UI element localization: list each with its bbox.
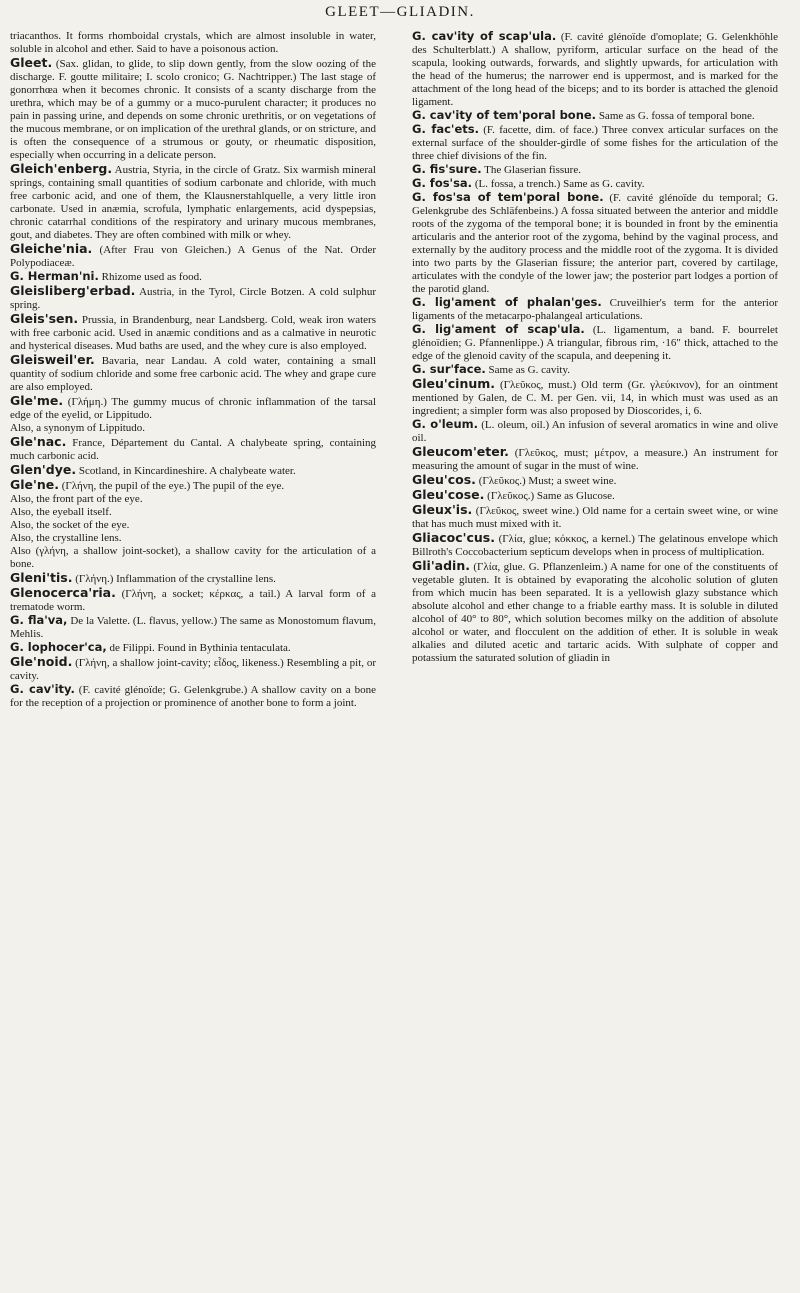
entry-definition: (F. cavité glénoïde d'omoplate; G. Gelenkhöhle des Schulterblatt.) A shallow, pyriform, articular surface on the head of the scapula, looking outwards, forwards, and slightly upwards, for articulation with the head of the humerus; the narrower end is uppermost, and is marked for the attachment of the long head of the biceps; and to its border is attached the glenoid ligament. — [412, 31, 779, 108]
entry-definition: (Γλεῦκος, sweet wine.) Old name for a certain sweet wine, or wine that has much must mixed with it. — [412, 505, 778, 530]
entry-headword: Gleu'cose. — [412, 487, 485, 502]
dictionary-entry — [10, 532, 376, 545]
entry-headword: G. lig'ament of scap'ula. — [412, 322, 585, 336]
entry-definition: de Filippi. Found in Bythinia tentaculata. — [109, 642, 291, 654]
entry-definition: Also, the socket of the eye. — [10, 519, 130, 531]
entry-headword: Gle'nac. — [10, 434, 67, 449]
entry-definition: (Γλήνη.) Inflammation of the crystalline lens. — [75, 573, 276, 585]
dictionary-entry — [10, 586, 376, 614]
left-column — [10, 30, 376, 710]
entry-definition: (After Frau von Gleichen.) A Genus of the Nat. Order Polypodiaceæ. — [10, 244, 377, 269]
dictionary-entry — [10, 478, 376, 493]
entry-headword: Gleu'cinum. — [412, 376, 496, 391]
dictionary-entry — [10, 683, 376, 710]
entry-definition: (Sax. glidan, to glide, to slip down gently, from the slow oozing of the discharge. F. goutte militaire; I. scolo cronico; G. Nachtripper.) The last stage of gonorrhœa when it becomes chronic. It consists of a scanty discharge from the urethra, which may be of a gummy or a muco-purulent character; it produces no pain in passing urine, and depends on some chronic urethritis, or on vegetations of the mucous membrane, or on implication of the urethral glands, or on stricture, and is often the consequence of a strumous or gouty, or rheumatic disposition, especially when occurring in a delicate person. — [10, 58, 376, 161]
dictionary-entry — [412, 418, 778, 445]
dictionary-entry — [10, 614, 376, 641]
entry-headword: Gleiche'nia. — [10, 241, 93, 256]
entry-definition: De la Valette. (L. flavus, yellow.) The same as Monostomum flavum, Mehlis. — [10, 615, 376, 640]
entry-definition: (L. oleum, oil.) An infusion of several aromatics in wine and olive oil. — [412, 419, 778, 444]
entry-headword: Gleet. — [10, 55, 53, 70]
entry-definition: The Glaserian fissure. — [484, 164, 581, 176]
dictionary-entry — [10, 394, 376, 422]
dictionary-entry — [412, 503, 778, 531]
entry-definition: triacanthos. It forms rhomboidal crystals, which are almost insoluble in water, soluble in alcohol and ether. Said to have a poisonous action. — [10, 30, 376, 55]
dictionary-entry — [412, 559, 778, 665]
dictionary-entry — [10, 571, 376, 586]
entry-definition: (Γλεῦκος.) Must; a sweet wine. — [478, 475, 617, 487]
entry-definition: Prussia, in Brandenburg, near Landsberg. Cold, weak iron waters with free carbonic acid. Used in anæmic conditions and as a calmative in neurotic and hysterical diseases. Mud baths are used, and the whey cure is also employed. — [10, 314, 376, 352]
entry-headword: Gleu'cos. — [412, 472, 476, 487]
entry-headword: Gleucom'eter. — [412, 444, 509, 459]
dictionary-entry — [10, 506, 376, 519]
entry-headword: G. fis'sure. — [412, 162, 482, 176]
entry-definition: (Γλία, glue. G. Pflanzenleim.) A name for one of the constituents of vegetable gluten. It is obtained by evaporating the alcoholic solution of gluten from which mucin has been separated. It is a yellowish glazy substance which absolute alcohol and ether change to a friable earthy mass. It is soluble in diluted alcohol of 40° to 80°, which solution becomes milky on the addition of absolute alcohol or water, and flocculent on the addition of ether. It is soluble in weak alkalies and diluted acetic and tartaric acids. With sulphate of copper and potassium the saturated solution of gliadin in — [412, 561, 779, 664]
entry-definition: Also, the eyeball itself. — [10, 506, 112, 518]
dictionary-entry — [10, 641, 376, 655]
entry-definition: Austria, in the Tyrol, Circle Botzen. A cold sulphur spring. — [10, 286, 376, 311]
entry-definition: (Γλήμη.) The gummy mucus of chronic inflammation of the tarsal edge of the eyelid, or Lippitudo. — [10, 396, 377, 421]
dictionary-entry — [412, 123, 778, 163]
dictionary-entry — [412, 163, 778, 177]
entry-definition: Also, the front part of the eye. — [10, 493, 143, 505]
entry-headword: Gleni'tis. — [10, 570, 73, 585]
dictionary-entry — [10, 545, 376, 571]
dictionary-entry — [10, 270, 376, 284]
entry-headword: Glen'dye. — [10, 462, 77, 477]
entry-headword: Gle'ne. — [10, 477, 59, 492]
entry-headword: G. lophocer'ca, — [10, 640, 107, 654]
entry-headword: Gliacoc'cus. — [412, 530, 495, 545]
entry-definition: Bavaria, near Landau. A cold water, containing a small quantity of sodium chloride and some free carbonic acid. The whey and grape cure are also employed. — [10, 355, 377, 393]
entry-definition: Also (γλήνη, a shallow joint-socket), a shallow cavity for the articulation of a bone. — [10, 545, 376, 570]
entry-headword: Gleich'enberg. — [10, 161, 113, 176]
entry-definition: (Γλία, glue; κόκκος, a kernel.) The gelatinous envelope which Billroth's Coccobacterium septicum develops when in process of multiplication. — [412, 533, 778, 558]
dictionary-entry — [412, 109, 778, 123]
entry-headword: G. cav'ity of scap'ula. — [412, 29, 557, 43]
entry-headword: G. fos'sa of tem'poral bone. — [412, 190, 604, 204]
entry-definition: Also, the crystalline lens. — [10, 532, 122, 544]
entry-headword: G. sur'face. — [412, 362, 486, 376]
entry-headword: G. Herman'ni. — [10, 269, 99, 283]
dictionary-entry — [10, 435, 376, 463]
entry-definition: (L. ligamentum, a band. F. bourrelet glénoïdien; G. Pfannenlippe.) A triangular, fibrous rim, ·16" thick, attached to the edge of the glenoid cavity of the scapula, and deepening it. — [412, 324, 778, 362]
dictionary-entry — [10, 56, 376, 162]
entry-definition: (Γλεῦκος, must.) Old term (Gr. γλεύκινον), for an ointment mentioned by Galen, de C. M. per Gen. vii, 14, in which must was used as an ingredient; a simpler form was also proposed by Dioscorides, i, 6. — [412, 379, 778, 417]
dictionary-entry — [412, 363, 778, 377]
entry-definition: (Γλεῦκος, must; μέτρον, a measure.) An instrument for measuring the amount of sugar in the must of wine. — [412, 447, 778, 472]
dictionary-entry — [412, 191, 778, 296]
entry-headword: G. o'leum. — [412, 417, 478, 431]
entry-definition: Also, a synonym of Lippitudo. — [10, 422, 146, 434]
entry-definition: Scotland, in Kincardineshire. A chalybeate water. — [78, 465, 296, 477]
entry-definition: Same as G. cavity. — [488, 364, 571, 376]
entry-definition: (Γλήνη, a shallow joint-cavity; εἶδος, likeness.) Resembling a pit, or cavity. — [10, 657, 376, 682]
entry-definition: France, Département du Cantal. A chalybeate spring, containing much carbonic acid. — [10, 437, 377, 462]
entry-definition: (F. cavité glénoïde du temporal; G. Gelenkgrube des Schläfenbeins.) A fossa situated between the anterior and middle roots of the zygoma of the temporal bone; it is bounded in front by the eminentia articularis and the anterior root of the zygoma, behind by the vaginal process, and externally by the auditory process and the middle root of the zygoma. It is divided into two parts by the Glaserian fissure; the anterior part, covered by cartilage, articulates with the condyle of the lower jaw; the posterior part lodges a portion of the parotid gland. — [412, 192, 778, 295]
entry-definition: Austria, Styria, in the circle of Gratz. Six warmish mineral springs, containing small quantities of sodium carbonate and chloride, with much free carbonic acid, and one of them, the Klausnerstahlquelle, a very little iron carbonate. Used in anæmia, scrofula, lymphatic enlargements, acid dyspepsias, chronic catarrhal conditions of the respiratory and urinary mucous membranes, gout, and diabetes. They are often combined with milk or whey. — [10, 164, 376, 241]
dictionary-entry — [10, 30, 376, 56]
entry-headword: Gleis'sen. — [10, 311, 79, 326]
entry-headword: Glenocerca'ria. — [10, 585, 116, 600]
entry-definition: (F. cavité glénoïde; G. Gelenkgrube.) A shallow cavity on a bone for the reception of a projection or prominence of another bone to form a joint. — [10, 684, 376, 709]
entry-headword: G. lig'ament of phalan'ges. — [412, 295, 602, 309]
entry-definition: (L. fossa, a trench.) Same as G. cavity. — [474, 178, 645, 190]
dictionary-entry — [412, 323, 778, 363]
entry-definition: Rhizome used as food. — [101, 271, 202, 283]
running-header: GLEET—GLIADIN. — [325, 4, 475, 20]
dictionary-entry — [10, 463, 376, 478]
entry-headword: Gli'adin. — [412, 558, 470, 573]
entry-headword: Gleisliberg'erbad. — [10, 283, 136, 298]
entry-headword: G. fla'va, — [10, 613, 68, 627]
dictionary-entry — [10, 519, 376, 532]
entry-definition: (Γλήνη, a socket; κέρκας, a tail.) A larval form of a trematode worm. — [10, 588, 376, 613]
dictionary-entry — [10, 493, 376, 506]
dictionary-entry — [10, 162, 376, 242]
dictionary-entry — [412, 177, 778, 191]
entry-definition: (Γλήνη, the pupil of the eye.) The pupil of the eye. — [61, 480, 285, 492]
entry-headword: Gle'noid. — [10, 654, 73, 669]
dictionary-entry — [412, 445, 778, 473]
entry-headword: G. cav'ity of tem'poral bone. — [412, 108, 597, 122]
dictionary-entry — [10, 242, 376, 270]
dictionary-entry — [10, 655, 376, 683]
entry-headword: G. fos'sa. — [412, 176, 473, 190]
entry-definition: Same as G. fossa of temporal bone. — [598, 110, 755, 122]
dictionary-entry — [10, 284, 376, 312]
entry-headword: Gleux'is. — [412, 502, 473, 517]
dictionary-entry — [412, 488, 778, 503]
dictionary-entry — [412, 473, 778, 488]
dictionary-entry — [412, 30, 778, 109]
dictionary-entry — [412, 531, 778, 559]
dictionary-entry — [10, 353, 376, 394]
right-column — [412, 30, 778, 665]
entry-definition: Cruveilhier's term for the anterior ligaments of the metacarpo-phalangeal articulations. — [412, 297, 779, 322]
dictionary-entry — [412, 296, 778, 323]
entry-headword: G. fac'ets. — [412, 122, 479, 136]
entry-headword: Gleisweil'er. — [10, 352, 95, 367]
entry-headword: Gle'me. — [10, 393, 64, 408]
entry-headword: G. cav'ity. — [10, 682, 75, 696]
dictionary-entry — [412, 377, 778, 418]
entry-definition: (Γλεῦκος.) Same as Glucose. — [487, 490, 615, 502]
dictionary-entry — [10, 312, 376, 353]
entry-definition: (F. facette, dim. of face.) Three convex articular surfaces on the external surface of the shoulder-girdle of some fishes for the articulation of the three chief divisions of the fin. — [412, 124, 778, 162]
